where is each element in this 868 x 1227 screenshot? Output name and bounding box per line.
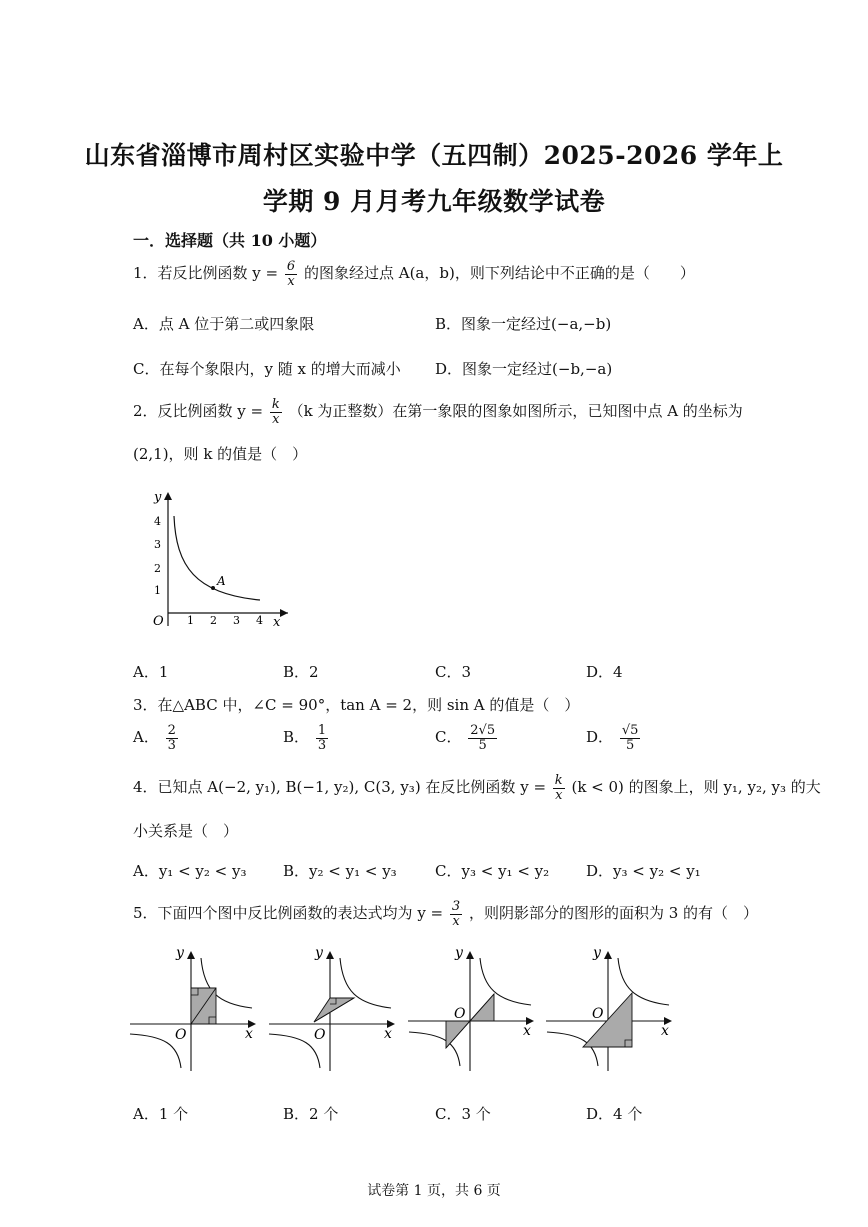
q1-option-c: C．在每个象限内，y 随 x 的增大而减小 [133, 360, 401, 378]
q3-option-a-frac [166, 724, 178, 752]
q5-g2-y-label: y [315, 946, 323, 961]
q5-g4-y-label: y [593, 946, 601, 961]
q2-x-label: x [273, 615, 281, 630]
q1-frac-den: x [287, 273, 295, 289]
q4-option-c: C．y₃ < y₁ < y₂ [435, 862, 550, 880]
q2-y-tick-4: 4 [154, 515, 161, 528]
q2-option-a: A．1 [133, 663, 169, 681]
q2-post: （k 为正整数）在第一象限的图象如图所示，已知图中点 A 的坐标为 [288, 402, 743, 421]
q1-option-d: D．图象一定经过(−b,−a) [435, 360, 613, 378]
q2-y-arrow [164, 492, 172, 500]
q2-fraction [270, 398, 282, 426]
q2-pre: 2．反比例函数 y = [133, 402, 264, 421]
q2-x-tick-2: 2 [210, 614, 217, 627]
question-3-text: 3．在△ABC 中，∠C = 90°，tan A = 2，则 sin A 的值是（ ） [133, 696, 580, 714]
q5-g2-x-label: x [384, 1026, 392, 1042]
q5-pre: 5．下面四个图中反比例函数的表达式均为 y = [133, 904, 444, 923]
q5-frac-den: x [452, 913, 460, 929]
q5-g3-origin: O [454, 1006, 466, 1022]
q2-x-tick-4: 4 [256, 614, 263, 627]
q2-option-c: C．3 [435, 663, 472, 681]
q1-frac-num: 6 [286, 259, 296, 274]
q3-option-b [283, 724, 330, 752]
q2-frac-num: k [271, 397, 280, 412]
q4-option-d: D．y₃ < y₂ < y₁ [586, 862, 701, 880]
q2-line2: (2,1)，则 k 的值是（ ） [133, 445, 308, 463]
q4-frac-num: k [554, 773, 563, 788]
question-1-text [133, 260, 695, 288]
q3-option-a [133, 724, 180, 752]
q3-option-c-label: C． [435, 728, 462, 747]
q2-graph [140, 486, 300, 631]
q5-frac-num: 3 [451, 899, 461, 914]
q4-option-b: B．y₂ < y₁ < y₃ [283, 862, 397, 880]
q4-fraction [553, 774, 565, 802]
q3-option-d-frac [620, 724, 641, 752]
q5-option-a: A．1 个 [133, 1105, 189, 1123]
q5-g4-x-label: x [661, 1023, 669, 1039]
q5-graph-4 [546, 946, 672, 1071]
q2-y-label: y [154, 490, 162, 505]
q4-post: (k < 0) 的图象上，则 y₁, y₂, y₃ 的大 [571, 778, 821, 797]
q2-y-tick-2: 2 [154, 562, 161, 575]
q3-option-a-label: A． [133, 728, 159, 747]
q5-g1-x-label: x [245, 1026, 253, 1042]
q5-g3-x-label: x [523, 1023, 531, 1039]
q2-frac-den: x [272, 411, 280, 427]
q3-option-b-label: B． [283, 728, 310, 747]
section-heading: 一．选择题（共 10 小题） [133, 231, 327, 250]
q5-option-d: D．4 个 [586, 1105, 643, 1123]
q1-fraction [285, 260, 297, 288]
q5-post: ，则阴影部分的图形的面积为 3 的有（ ） [468, 904, 759, 923]
q2-y-tick-3: 3 [154, 538, 161, 551]
q5-g4-origin: O [592, 1006, 604, 1022]
q5-g1-origin: O [175, 1027, 187, 1043]
q2-option-b: B．2 [283, 663, 319, 681]
q3-d-den: 5 [625, 737, 635, 753]
q5-g2-origin: O [314, 1027, 326, 1043]
q2-x-tick-1: 1 [187, 614, 194, 627]
q2-origin-label: O [153, 614, 164, 629]
q3-option-b-frac [316, 724, 328, 752]
q4-pre: 4．已知点 A(−2, y₁), B(−1, y₂), C(3, y₃) 在反比例函数 y = [133, 778, 547, 797]
q2-y-tick-1: 1 [154, 584, 161, 597]
question-2-text [133, 398, 743, 426]
page-title-line1: 山东省淄博市周村区实验中学（五四制）2025-2026 学年上 [84, 141, 784, 170]
q3-c-num: 2√5 [470, 723, 496, 738]
q5-graphs [128, 946, 688, 1076]
q5-graph-3 [408, 946, 534, 1071]
q5-g3-y-label: y [455, 946, 463, 961]
q3-a-num: 2 [167, 723, 176, 738]
q2-option-d: D．4 [586, 663, 623, 681]
q3-c-den: 5 [478, 737, 487, 753]
q1-option-a: A．点 A 位于第二或四象限 [133, 315, 315, 333]
q3-option-d-label: D． [586, 728, 614, 747]
q2-x-arrow [280, 609, 288, 617]
q3-option-d [586, 724, 642, 752]
q4-frac-den: x [555, 787, 563, 803]
q5-option-b: B．2 个 [283, 1105, 339, 1123]
q2-point-a-label: A [217, 574, 226, 588]
q1-pre: 1．若反比例函数 y = [133, 264, 279, 283]
q5-g1-y-label: y [176, 946, 184, 961]
question-4-text [133, 774, 821, 802]
q3-d-num: √5 [621, 723, 639, 738]
q3-option-c-frac [468, 724, 497, 752]
q3-option-c [435, 724, 499, 752]
q5-fraction [450, 900, 462, 928]
q5-graph-2 [269, 946, 395, 1071]
q2-point-a [211, 586, 215, 590]
q3-a-den: 3 [167, 737, 176, 753]
q2-x-tick-3: 3 [233, 614, 240, 627]
q3-b-den: 3 [317, 737, 327, 753]
q1-post: 的图象经过点 A(a，b)，则下列结论中不正确的是（ ） [303, 264, 695, 283]
q4-line2: 小关系是（ ） [133, 822, 239, 840]
question-5-text [133, 900, 758, 928]
q5-option-c: C．3 个 [435, 1105, 491, 1123]
q3-b-num: 1 [317, 723, 327, 738]
q5-graph-1 [130, 946, 256, 1071]
page-title-line2: 学期 9 月月考九年级数学试卷 [262, 187, 606, 216]
page-footer: 试卷第 1 页，共 6 页 [367, 1183, 501, 1199]
q4-option-a: A．y₁ < y₂ < y₃ [133, 862, 247, 880]
q1-option-b: B．图象一定经过(−a,−b) [435, 315, 612, 333]
